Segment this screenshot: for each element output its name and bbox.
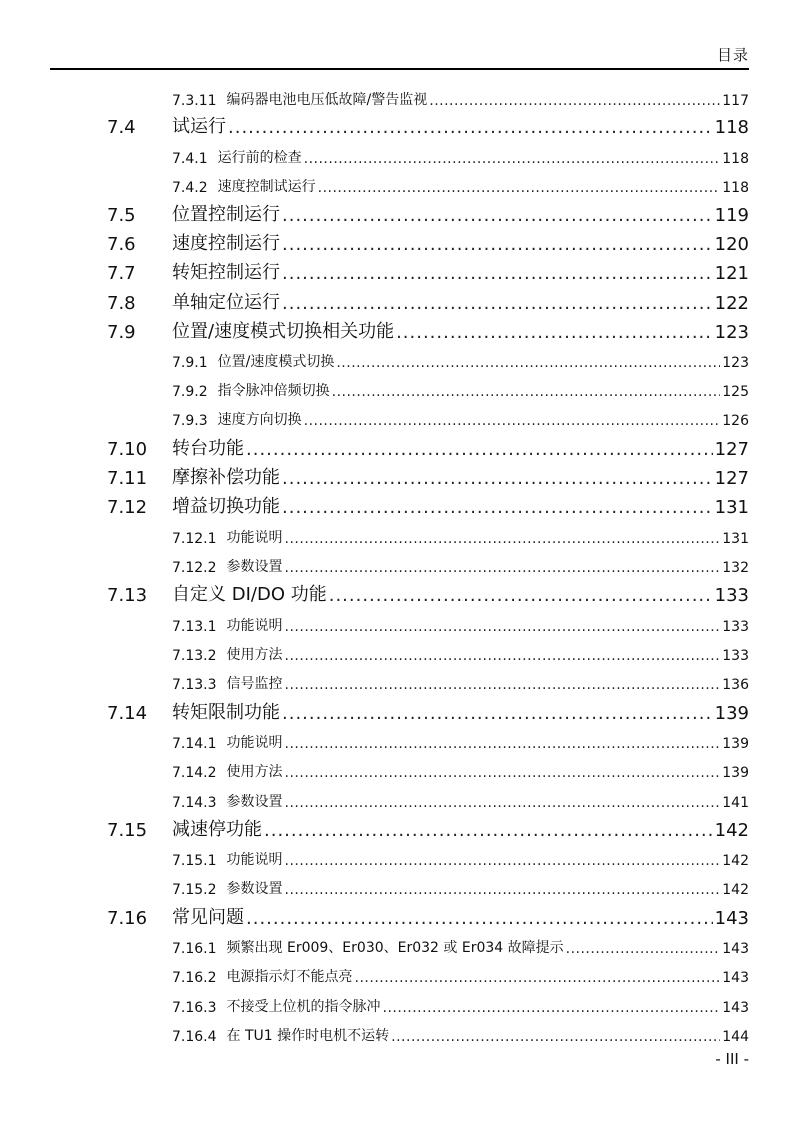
dot-leader — [429, 93, 720, 109]
toc-entry-title: 转矩限制功能 — [172, 702, 280, 723]
toc-entry-7-8[interactable] — [0, 288, 791, 314]
toc-entry-number: 7.16 — [107, 908, 148, 929]
toc-entry-title: 转台功能 — [172, 438, 244, 459]
toc-entry-number: 7.4.1 — [172, 151, 208, 167]
dot-leader — [304, 413, 721, 429]
toc-entry-page: 117 — [722, 93, 749, 109]
toc-entry-title: 位置控制运行 — [172, 204, 280, 225]
toc-entry-number: 7.9.2 — [172, 384, 208, 400]
toc-entry-7-14-3[interactable] — [0, 791, 791, 811]
dot-leader — [285, 765, 721, 781]
toc-entry-7-3-11[interactable] — [0, 89, 791, 109]
toc-entry-title: 不接受上位机的指令脉冲 — [226, 999, 381, 1015]
toc-entry-title: 参数设置 — [226, 794, 283, 810]
toc-entry-page: 118 — [722, 151, 749, 167]
toc-entry-number: 7.14.1 — [172, 736, 217, 752]
toc-entry-title: 频繁出现 Er009、Er030、Er032 或 Er034 故障提示 — [226, 940, 564, 956]
toc-entry-7-9-1[interactable] — [0, 351, 791, 371]
toc-entry-title: 使用方法 — [226, 764, 283, 780]
page-header-title: 目录 — [716, 46, 749, 64]
toc-entry-number: 7.13.2 — [172, 648, 217, 664]
toc-entry-page: 127 — [714, 439, 749, 460]
toc-entry-number: 7.15.1 — [172, 853, 217, 869]
toc-entry-7-15-2[interactable] — [0, 878, 791, 898]
toc-entry-title: 位置/速度模式切换相关功能 — [172, 321, 395, 342]
toc-entry-title: 摩擦补偿功能 — [172, 467, 280, 488]
toc-entry-page: 136 — [722, 677, 749, 693]
dot-leader — [246, 439, 713, 460]
dot-leader — [566, 941, 721, 957]
toc-entry-title: 转矩控制运行 — [172, 262, 280, 283]
toc-entry-7-7[interactable] — [0, 258, 791, 284]
toc-entry-number: 7.13.1 — [172, 619, 217, 635]
toc-entry-title: 指令脉冲倍频切换 — [217, 383, 330, 399]
toc-entry-number: 7.5 — [107, 205, 136, 226]
toc-entry-page: 121 — [714, 263, 749, 284]
toc-entry-title: 单轴定位运行 — [172, 292, 280, 313]
toc-entry-7-16-4[interactable] — [0, 1025, 791, 1045]
toc-entry-page: 143 — [722, 1000, 749, 1016]
toc-entry-page: 142 — [722, 853, 749, 869]
toc-entry-number: 7.15.2 — [172, 882, 217, 898]
toc-entry-number: 7.6 — [107, 234, 136, 255]
toc-entry-number: 7.12.1 — [172, 531, 217, 547]
toc-entry-7-16-1[interactable] — [0, 937, 791, 957]
toc-entry-title: 使用方法 — [226, 647, 283, 663]
toc-entry-number: 7.9 — [107, 322, 136, 343]
toc-entry-7-13-3[interactable] — [0, 673, 791, 693]
dot-leader — [285, 795, 721, 811]
toc-entry-number: 7.7 — [107, 263, 136, 284]
toc-entry-title: 运行前的检查 — [217, 150, 302, 166]
dot-leader — [282, 205, 713, 226]
toc-entry-7-5[interactable] — [0, 200, 791, 226]
toc-entry-title: 速度方向切换 — [217, 412, 302, 428]
toc-entry-page: 127 — [714, 468, 749, 489]
toc-entry-number: 7.10 — [107, 439, 148, 460]
dot-leader — [282, 263, 713, 284]
dot-leader — [285, 736, 721, 752]
dot-leader — [329, 585, 713, 606]
toc-entry-7-13-2[interactable] — [0, 644, 791, 664]
dot-leader — [285, 677, 721, 693]
dot-leader — [264, 820, 713, 841]
toc-entry-7-14[interactable] — [0, 698, 791, 724]
toc-entry-7-4[interactable] — [0, 112, 791, 138]
toc-entry-title: 试运行 — [172, 116, 226, 137]
toc-entry-7-13-1[interactable] — [0, 615, 791, 635]
dot-leader — [282, 703, 713, 724]
toc-entry-title: 速度控制运行 — [172, 233, 280, 254]
footer-page-number: - III - — [715, 1050, 749, 1068]
toc-entry-page: 139 — [722, 765, 749, 781]
toc-entry-title: 参数设置 — [226, 881, 283, 897]
toc-entry-title: 电源指示灯不能点亮 — [226, 969, 353, 985]
toc-entry-title: 功能说明 — [226, 618, 283, 634]
toc-entry-number: 7.14 — [107, 703, 148, 724]
toc-entry-number: 7.9.1 — [172, 355, 208, 371]
dot-leader — [282, 497, 713, 518]
dot-leader — [285, 853, 721, 869]
toc-entry-7-9-3[interactable] — [0, 409, 791, 429]
toc-entry-number: 7.16.2 — [172, 970, 217, 986]
toc-entry-page: 142 — [714, 820, 749, 841]
toc-entry-7-16-2[interactable] — [0, 966, 791, 986]
toc-entry-number: 7.4.2 — [172, 180, 208, 196]
toc-entry-title: 功能说明 — [226, 735, 283, 751]
toc-entry-7-13[interactable] — [0, 580, 791, 606]
toc-entry-number: 7.13 — [107, 585, 148, 606]
toc-entry-7-15-1[interactable] — [0, 849, 791, 869]
dot-leader — [285, 619, 721, 635]
dot-leader — [391, 1029, 720, 1045]
toc-entry-7-11[interactable] — [0, 463, 791, 489]
toc-entry-7-6[interactable] — [0, 229, 791, 255]
dot-leader — [285, 531, 721, 547]
toc-entry-title: 增益切换功能 — [172, 496, 280, 517]
toc-entry-number: 7.16.1 — [172, 941, 217, 957]
toc-entry-page: 126 — [722, 413, 749, 429]
toc-entry-page: 142 — [722, 882, 749, 898]
dot-leader — [304, 151, 721, 167]
toc-entry-title: 自定义 DI/DO 功能 — [172, 584, 327, 605]
toc-entry-number: 7.13.3 — [172, 677, 217, 693]
toc-entry-number: 7.12 — [107, 497, 148, 518]
toc-entry-7-10[interactable] — [0, 434, 791, 460]
toc-entry-page: 125 — [722, 384, 749, 400]
toc-entry-7-9-2[interactable] — [0, 380, 791, 400]
dot-leader — [383, 1000, 721, 1016]
dot-leader — [336, 355, 720, 371]
toc-entry-7-14-1[interactable] — [0, 732, 791, 752]
toc-entry-page: 118 — [714, 117, 749, 138]
toc-entry-page: 143 — [714, 908, 749, 929]
toc-entry-page: 131 — [722, 531, 749, 547]
toc-entry-page: 143 — [722, 941, 749, 957]
toc-entry-title: 编码器电池电压低故障/警告监视 — [226, 92, 428, 108]
dot-leader — [285, 648, 721, 664]
toc-entry-number: 7.14.3 — [172, 795, 217, 811]
toc-entry-title: 位置/速度模式切换 — [217, 354, 335, 370]
toc-entry-number: 7.4 — [107, 117, 136, 138]
dot-leader — [318, 180, 721, 196]
toc-entry-7-9[interactable] — [0, 317, 791, 343]
toc-entry-7-16-3[interactable] — [0, 996, 791, 1016]
toc-entry-page: 118 — [722, 180, 749, 196]
toc-entry-title: 减速停功能 — [172, 819, 262, 840]
toc-entry-7-15[interactable] — [0, 815, 791, 841]
toc-entry-title: 参数设置 — [226, 559, 283, 575]
toc-entry-page: 133 — [714, 585, 749, 606]
dot-leader — [282, 468, 713, 489]
toc-entry-page: 119 — [714, 205, 749, 226]
toc-entry-title: 在 TU1 操作时电机不运转 — [226, 1028, 390, 1044]
toc-entry-7-14-2[interactable] — [0, 761, 791, 781]
toc-entry-number: 7.16.3 — [172, 1000, 217, 1016]
dot-leader — [355, 970, 721, 986]
toc-entry-page: 144 — [722, 1029, 749, 1045]
toc-entry-7-12-2[interactable] — [0, 556, 791, 576]
toc-entry-page: 120 — [714, 234, 749, 255]
toc-entry-page: 133 — [722, 648, 749, 664]
dot-leader — [285, 560, 721, 576]
toc-entry-7-4-1[interactable] — [0, 147, 791, 167]
toc-entry-number: 7.8 — [107, 293, 136, 314]
toc-entry-7-12-1[interactable] — [0, 527, 791, 547]
dot-leader — [246, 908, 713, 929]
toc-entry-page: 123 — [714, 322, 749, 343]
toc-entry-number: 7.3.11 — [172, 93, 217, 109]
toc-entry-number: 7.16.4 — [172, 1029, 217, 1045]
toc-entry-page: 139 — [714, 703, 749, 724]
toc-entry-page: 122 — [714, 293, 749, 314]
dot-leader — [282, 293, 713, 314]
toc-entry-number: 7.14.2 — [172, 765, 217, 781]
toc-entry-number: 7.11 — [107, 468, 148, 489]
header-rule — [50, 68, 749, 70]
toc-entry-page: 132 — [722, 560, 749, 576]
toc-entry-title: 功能说明 — [226, 530, 283, 546]
toc-entry-number: 7.15 — [107, 820, 148, 841]
toc-entry-page: 123 — [722, 355, 749, 371]
toc-entry-page: 139 — [722, 736, 749, 752]
toc-entry-title: 信号监控 — [226, 676, 283, 692]
toc-entry-page: 131 — [714, 497, 749, 518]
toc-entry-page: 143 — [722, 970, 749, 986]
toc-entry-title: 功能说明 — [226, 852, 283, 868]
dot-leader — [285, 882, 721, 898]
toc-entry-7-12[interactable] — [0, 492, 791, 518]
toc-entry-title: 常见问题 — [172, 907, 244, 928]
toc-entry-number: 7.9.3 — [172, 413, 208, 429]
toc-entry-page: 141 — [722, 795, 749, 811]
toc-entry-7-4-2[interactable] — [0, 176, 791, 196]
toc-entry-title: 速度控制试运行 — [217, 179, 316, 195]
toc-entry-7-16[interactable] — [0, 903, 791, 929]
toc-entry-number: 7.12.2 — [172, 560, 217, 576]
dot-leader — [332, 384, 721, 400]
toc-entry-page: 133 — [722, 619, 749, 635]
dot-leader — [396, 322, 713, 343]
dot-leader — [228, 117, 713, 138]
dot-leader — [282, 234, 713, 255]
